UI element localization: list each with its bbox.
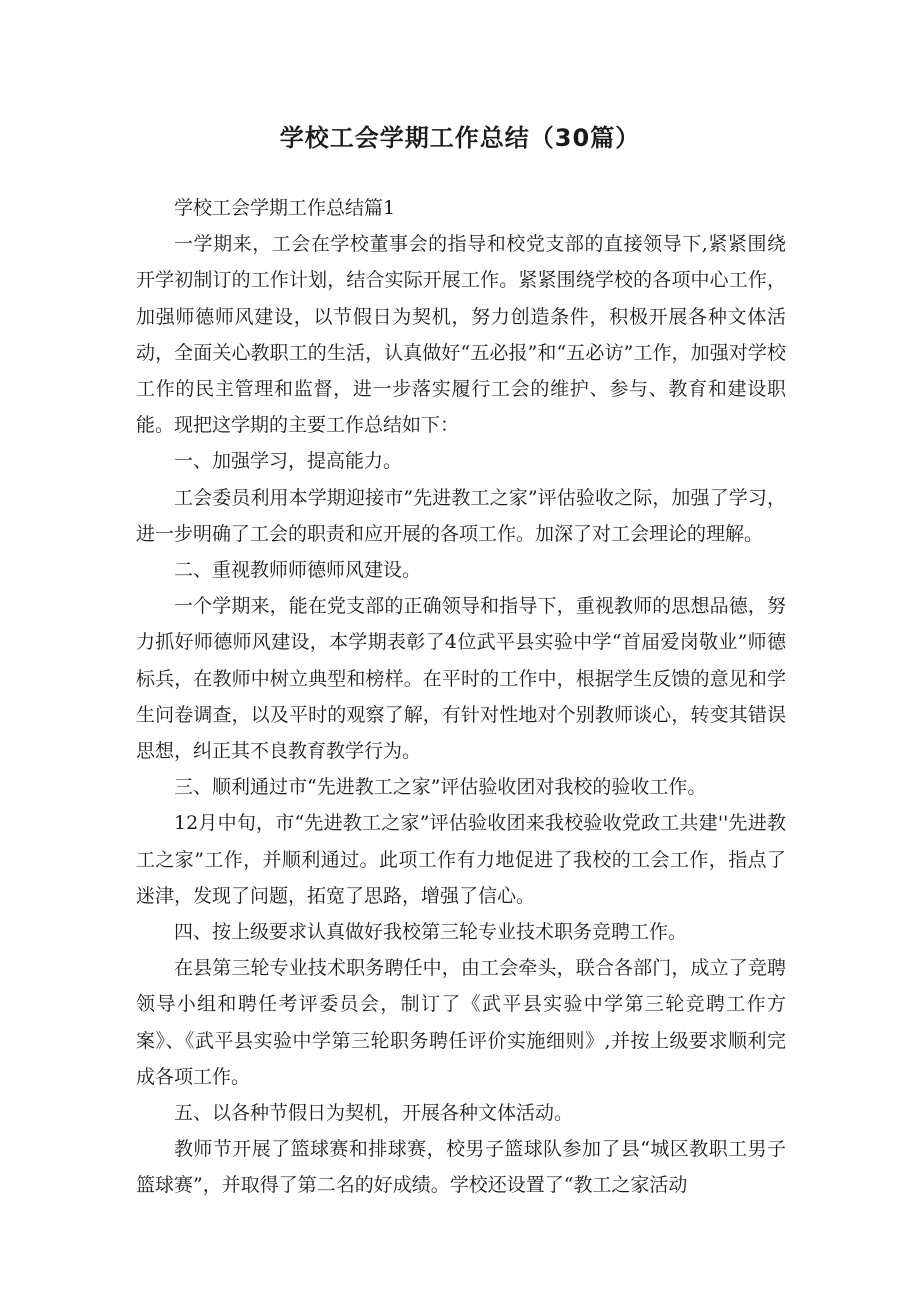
section-heading: 学校工会学期工作总结篇1 <box>174 197 396 219</box>
paragraph: 一学期来，工会在学校董事会的指导和校党支部的直接领导下,紧紧围绕开学初制订的工作计划，结合实际开展工作。紧紧围绕学校的各项中心工作，加强师德师风建设，以节假日为契机，努力创造条件，积极开展各种文体活动，全面关心教职工的生活，认真做好“五必报”和“五必访”工作，加强对学校工作的民主管理和监督，进一步落实履行工会的维护、参与、教育和建设职能。现把这学期的主要工作总结如下： <box>136 233 786 437</box>
document-title: 学校工会学期工作总结（30篇） <box>279 124 641 152</box>
paragraph: 教师节开展了篮球赛和排球赛，校男子篮球队参加了县“城区教职工男子篮球赛”，并取得了第二名的好成绩。学校还设置了“教工之家活动 <box>136 1138 786 1197</box>
section-heading: 二、重视教师师德师风建设。 <box>174 559 422 582</box>
section-heading: 一、加强学习，提高能力。 <box>174 450 403 473</box>
paragraph: 12月中旬，市“先进教工之家”评估验收团来我校验收党政工共建''先进教工之家”工作，并顺利通过。此项工作有力地促进了我校的工会工作，指点了迷津，发现了问题，拓宽了思路，增强了信心。 <box>136 812 786 907</box>
paragraph: 工会委员利用本学期迎接市”先进教工之家”评估验收之际，加强了学习，进一步明确了工会的职责和应开展的各项工作。加深了对工会理论的理解。 <box>136 486 786 545</box>
paragraph: 在县第三轮专业技术职务聘任中，由工会牵头，联合各部门，成立了竞聘领导小组和聘任考评委员会，制订了《武平县实验中学第三轮竞聘工作方案》、《武平县实验中学第三轮职务聘任评价实施细则》,并按上级要求顺利完成各项工作。 <box>136 957 786 1088</box>
section-heading: 三、顺利通过市“先进教工之家”评估验收团对我校的验收工作。 <box>174 776 707 799</box>
paragraph: 一个学期来，能在党支部的正确领导和指导下，重视教师的思想品德，努力抓好师德师风建设，本学期表彰了4位武平县实验中学“首届爱岗敬业”师德标兵，在教师中树立典型和榜样。在平时的工作中，根据学生反馈的意见和学生问卷调查，以及平时的观察了解，有针对性地对个别教师谈心，转变其错误思想，纠正其不良教育教学行为。 <box>136 595 786 763</box>
section-heading: 四、按上级要求认真做好我校第三轮专业技术职务竞聘工作。 <box>174 921 688 944</box>
document-body <box>136 190 786 1204</box>
section-heading: 五、以各种节假日为契机，开展各种文体活动。 <box>174 1102 574 1125</box>
